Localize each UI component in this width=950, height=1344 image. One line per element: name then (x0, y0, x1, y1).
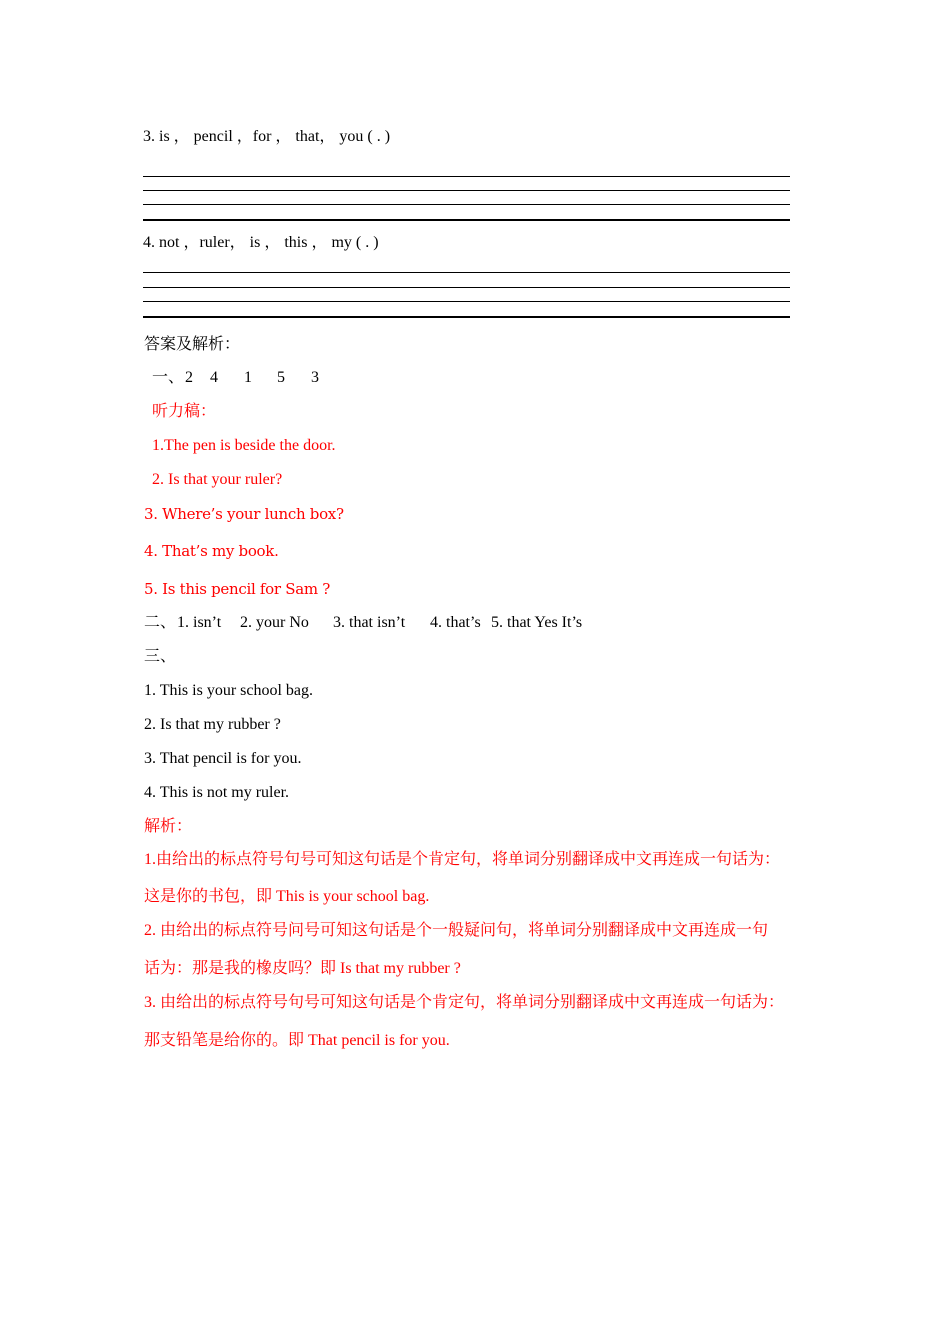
analysis-line: 那支铅笔是给你的。即 That pencil is for you. (144, 1032, 450, 1049)
analysis-line: 这是你的书包，即 This is your school bag. (144, 888, 430, 905)
part3-label: 三、 (144, 648, 177, 665)
script-line: 2. Is that your ruler? (152, 471, 283, 488)
part3-item: 3. That pencil is for you. (144, 750, 302, 767)
analysis-line: 2. 由给出的标点符号问号可知这句话是个一般疑问句，将单词分别翻译成中文再连成一句 (144, 922, 769, 939)
part1-answer: 4 (210, 369, 218, 386)
script-line: 1.The pen is beside the door. (152, 437, 336, 454)
part2-item: 1. isn’t (177, 614, 222, 631)
script-line: 3. Where’s your lunch box? (144, 505, 344, 523)
part2-item: 2. your No (240, 614, 309, 631)
part2-label: 二、 (144, 614, 177, 631)
question-3: 3. is ， pencil ，for ， that， you ( . ) (143, 128, 391, 145)
writing-line (143, 219, 790, 221)
part1-answer: 5 (277, 369, 285, 386)
part2-item: 3. that isn’t (333, 614, 406, 631)
part1-answer: 3 (311, 369, 319, 386)
analysis-line: 话为：那是我的橡皮吗？即 Is that my rubber ? (144, 960, 461, 977)
analysis-label: 解析： (144, 818, 193, 835)
part1-answer: 2 (185, 369, 193, 386)
answers-heading: 答案及解析： (144, 336, 241, 353)
writing-line (143, 316, 790, 318)
writing-line (143, 176, 790, 177)
part2-item: 5. that Yes It’s (491, 614, 583, 631)
part3-item: 4. This is not my ruler. (144, 784, 290, 801)
question-4: 4. not ，ruler， is ， this ， my ( . ) (143, 234, 379, 251)
script-line: 5. Is this pencil for Sam ? (144, 580, 330, 598)
writing-line (143, 301, 790, 302)
part1-answer: 1 (244, 369, 252, 386)
writing-line (143, 272, 790, 273)
part2-item: 4. that’s (430, 614, 481, 631)
part1-label: 一、 (152, 369, 185, 386)
script-line: 4. That’s my book. (144, 542, 279, 560)
analysis-line: 1.由给出的标点符号句号可知这句话是个肯定句，将单词分别翻译成中文再连成一句话为： (144, 851, 781, 868)
writing-line (143, 287, 790, 288)
writing-line (143, 204, 790, 205)
part3-item: 1. This is your school bag. (144, 682, 314, 699)
analysis-line: 3. 由给出的标点符号句号可知这句话是个肯定句，将单词分别翻译成中文再连成一句话为： (144, 994, 785, 1011)
part3-item: 2. Is that my rubber ? (144, 716, 281, 733)
script-label: 听力稿： (152, 403, 217, 420)
writing-line (143, 190, 790, 191)
